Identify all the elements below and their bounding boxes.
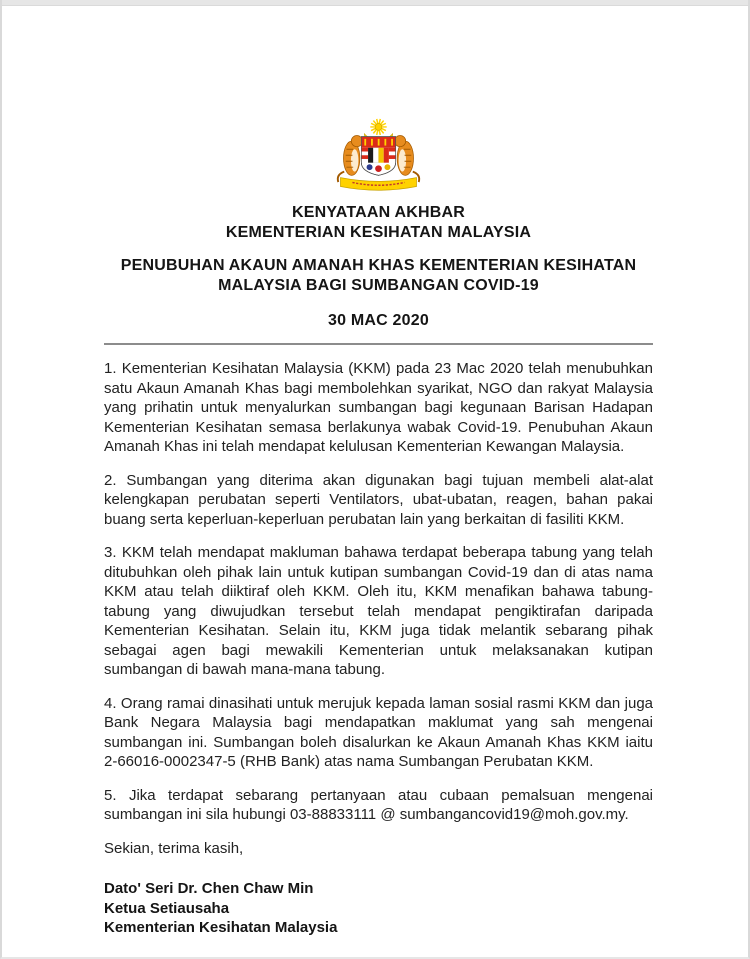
statement-date: 30 MAC 2020 (328, 312, 429, 329)
subject-line-1: PENUBUHAN AKAUN AMANAH KHAS KEMENTERIAN KESIHATAN (120, 257, 637, 274)
press-release-paragraph: 2. Sumbangan yang diterima akan digunakan bagi tujuan membeli alat-alat kelengkapan perubatan seperti Ventilators, ubat-ubatan, reagen, bahan pakai buang serta keperluan-keperluan perubatan lain yang berkaitan di fasiliti KKM. (104, 471, 653, 528)
signatory-name: Dato' Seri Dr. Chen Chaw Min (104, 880, 314, 897)
press-statement-title (104, 203, 653, 243)
subject-line-2: MALAYSIA BAGI SUMBANGAN COVID-19 (218, 277, 539, 294)
press-release-paragraph: 3. KKM telah mendapat makluman bahawa terdapat beberapa tabung yang telah ditubuhkan oleh pihak lain untuk kutipan sumbangan Covid-19 dan di atas nama KKM atau telah diiktiraf oleh KKM. Oleh itu, KKM menafikan bahawa tabung-tabung yang diwujudkan tersebut telah mendapat pengiktirafan daripada Kementerian Kesihatan. Selain itu, KKM juga tidak melantik sebarang pihak sebagai agen bagi mewakili Kementerian untuk melaksanakan kutipan sumbangan di bawah mana-mana tabung. (104, 544, 653, 678)
signatory-organization: Kementerian Kesihatan Malaysia (104, 919, 338, 936)
right-tiger (395, 136, 420, 183)
left-tiger (338, 136, 363, 183)
closing-line: Sekian, terima kasih, (104, 839, 244, 857)
signatory-title: Ketua Setiausaha (104, 899, 230, 917)
malaysia-coat-of-arms-icon (330, 118, 427, 194)
press-release-body (104, 359, 653, 825)
signature-block (104, 879, 653, 938)
press-release-paragraph: 1. Kementerian Kesihatan Malaysia (KKM) pada 23 Mac 2020 telah menubuhkan satu Akaun Amanah Khas bagi membolehkan syarikat, NGO dan rakyat Malaysia yang prihatin untuk menyalurkan sumbangan bagi kegunaan Barisan Hadapan Kementerian Kesihatan semasa berlakunya wabak Covid-19. Penubuhan Akaun Amanah Khas ini telah mendapat kelulusan Kementerian Kewangan Malaysia. (104, 360, 653, 455)
press-statement-subject (104, 256, 653, 296)
press-release-content (2, 6, 748, 938)
press-release-paragraph: 5. Jika terdapat sebarang pertanyaan atau cubaan pemalsuan mengenai sumbangan ini sila hubungi 03-88833111 @ sumbangancovid19@moh.gov.my. (104, 786, 653, 823)
title-line-1: KENYATAAN AKHBAR (292, 204, 465, 221)
title-line-2: KEMENTERIAN KESIHATAN MALAYSIA (225, 224, 532, 241)
press-release-paragraph: 4. Orang ramai dinasihati untuk merujuk kepada laman sosial rasmi KKM dan juga Bank Negara Malaysia bagi mendapatkan maklumat yang sah mengenai sumbangan ini. Sumbangan boleh disalurkan ke Akaun Amanah Khas KKM iaitu 2-66016-0002347-5 (RHB Bank) atas nama Sumbangan Perubatan KKM. (104, 694, 653, 770)
header-divider (104, 343, 653, 345)
